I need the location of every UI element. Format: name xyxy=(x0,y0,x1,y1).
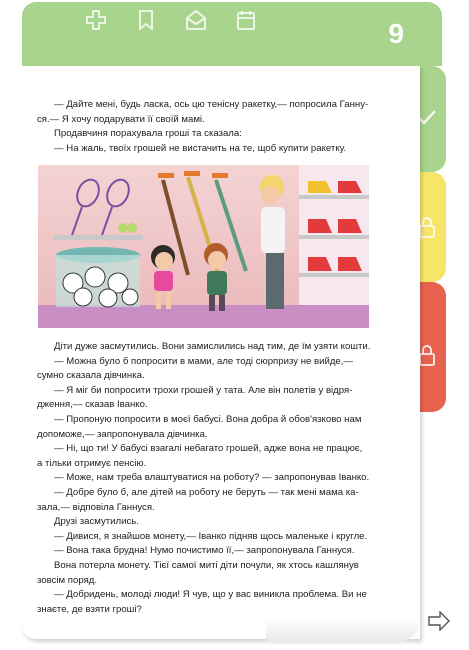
lock-icon xyxy=(417,216,437,238)
page-header xyxy=(22,2,442,66)
text-line: — Вона така брудна! Нумо почистимо її,— запропонувала Ганнуся. xyxy=(54,545,355,557)
text-line: — Дивися, я знайшов монету,— Іванко підняв щось маленьке і кругле. xyxy=(54,530,368,542)
text-line: зовсім поряд. xyxy=(37,574,98,586)
story-text-bottom xyxy=(37,340,392,617)
toolbar xyxy=(85,9,257,31)
bookmark-icon[interactable] xyxy=(135,9,157,31)
text-line: — Може, нам треба влаштуватися на роботу? — запропонував Іванко. xyxy=(54,472,370,484)
text-line: знаєте, де взяти гроші? xyxy=(37,603,142,615)
text-line: зала,— відповіла Ганнуся. xyxy=(37,501,155,513)
check-icon xyxy=(417,106,437,128)
text-line: Діти дуже засмутились. Вони замислились над тим, де їм узяти кошти. xyxy=(54,341,371,352)
sports-shop-illustration xyxy=(38,165,369,328)
envelope-icon[interactable] xyxy=(185,9,207,31)
page-curl xyxy=(266,620,420,642)
text-line: — Можна було б попросити в мами, але тоді сюрпризу не вийде,— xyxy=(54,355,354,367)
text-line: а тільки отримує пенсію. xyxy=(37,457,147,469)
text-line: дження,— сказав Іванко. xyxy=(37,399,148,411)
next-arrow-icon[interactable] xyxy=(428,611,450,631)
text-line: допоможе,— запропонувала дівчинка. xyxy=(37,428,208,440)
text-line: — Добре було б, але дітей на роботу не беруть — так мені мама ка- xyxy=(54,486,359,498)
text-line: — Ні, що ти! У бабусі взагалі небагато грошей, адже вона не працює, xyxy=(54,443,363,455)
text-line: сумно сказала дівчинка. xyxy=(37,370,145,382)
text-line: — Дайте мені, будь ласка, ось цю тенісну ракетку,— попросила Ганну- xyxy=(54,99,369,110)
text-line: Продавчиня порахувала гроші та сказала: xyxy=(54,128,242,140)
plus-icon[interactable] xyxy=(85,9,107,31)
text-line: — Я міг би попросити трохи грошей у тата. Але він полетів у відря- xyxy=(54,384,353,396)
text-line: ся.— Я хочу подарувати її своїй мамі. xyxy=(37,113,205,125)
lock-icon xyxy=(417,344,437,366)
text-line: — Добридень, молоді люди! Я чув, що у вас виникла проблема. Ви не xyxy=(54,589,367,601)
text-line: — На жаль, твоїх грошей не вистачить на те, щоб купити ракетку. xyxy=(54,142,347,154)
text-line: — Пропоную попросити в моєї бабусі. Вона добра й обов'язково нам xyxy=(54,413,362,425)
text-line: Друзі засмутились. xyxy=(54,516,139,528)
text-line: Вона потерла монету. Тієї самої миті діти почули, як хтось кашлянув xyxy=(54,559,359,571)
story-text-top xyxy=(37,98,392,156)
page-number: 9 xyxy=(388,18,404,49)
calendar-icon[interactable] xyxy=(235,9,257,31)
